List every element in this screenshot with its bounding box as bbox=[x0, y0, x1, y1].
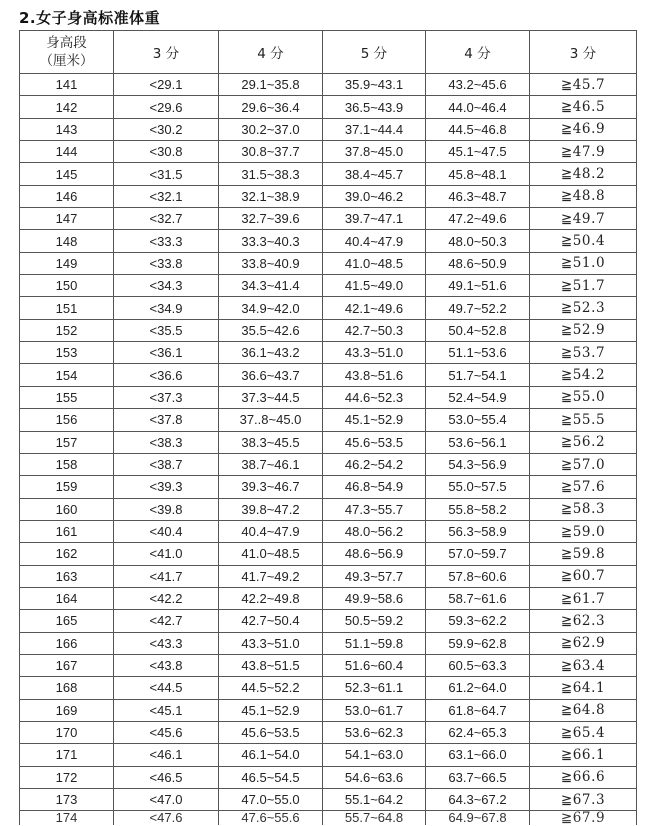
score-top-cell: 55.1~64.2 bbox=[323, 789, 426, 811]
header-score-col-1: 3 分 bbox=[114, 31, 219, 74]
height-cell: 171 bbox=[20, 744, 114, 766]
score-mid-low-cell: 30.8~37.7 bbox=[219, 141, 323, 163]
score-low-cell: <31.5 bbox=[114, 163, 219, 185]
score-high-cell: ≧61.7 bbox=[530, 587, 637, 609]
score-mid-low-cell: 32.1~38.9 bbox=[219, 185, 323, 207]
table-row bbox=[20, 431, 637, 453]
table-row bbox=[20, 721, 637, 743]
score-mid-high-cell: 50.4~52.8 bbox=[426, 319, 530, 341]
score-mid-high-cell: 43.2~45.6 bbox=[426, 74, 530, 96]
table-row bbox=[20, 74, 637, 96]
score-mid-high-cell: 55.0~57.5 bbox=[426, 476, 530, 498]
score-low-cell: <46.1 bbox=[114, 744, 219, 766]
table-row bbox=[20, 699, 637, 721]
score-mid-high-cell: 54.3~56.9 bbox=[426, 453, 530, 475]
score-mid-high-cell: 63.1~66.0 bbox=[426, 744, 530, 766]
height-cell: 166 bbox=[20, 632, 114, 654]
height-cell bbox=[20, 811, 114, 826]
score-mid-high-cell: 46.3~48.7 bbox=[426, 185, 530, 207]
score-top-cell: 43.8~51.6 bbox=[323, 364, 426, 386]
score-low-cell: <39.8 bbox=[114, 498, 219, 520]
score-high-cell: ≧50.4 bbox=[530, 230, 637, 252]
height-cell: 142 bbox=[20, 96, 114, 118]
score-low-cell: <43.8 bbox=[114, 654, 219, 676]
height-cell: 151 bbox=[20, 297, 114, 319]
partial-cell-text: 47.6~55.6 bbox=[241, 810, 300, 826]
score-low-cell: <34.3 bbox=[114, 275, 219, 297]
score-mid-low-cell: 34.9~42.0 bbox=[219, 297, 323, 319]
height-cell: 158 bbox=[20, 453, 114, 475]
table-row bbox=[20, 677, 637, 699]
score-top-cell: 41.0~48.5 bbox=[323, 252, 426, 274]
header-height-unit: （厘米） bbox=[39, 53, 94, 69]
score-top-cell: 50.5~59.2 bbox=[323, 610, 426, 632]
score-low-cell: <40.4 bbox=[114, 520, 219, 542]
score-mid-low-cell: 40.4~47.9 bbox=[219, 520, 323, 542]
height-cell: 160 bbox=[20, 498, 114, 520]
score-low-cell: <42.7 bbox=[114, 610, 219, 632]
score-mid-low-cell: 37..8~45.0 bbox=[219, 409, 323, 431]
score-mid-high-cell: 49.7~52.2 bbox=[426, 297, 530, 319]
score-low-cell: <33.3 bbox=[114, 230, 219, 252]
table-row bbox=[20, 208, 637, 230]
score-mid-high-cell: 45.8~48.1 bbox=[426, 163, 530, 185]
score-mid-low-cell: 41.7~49.2 bbox=[219, 565, 323, 587]
score-high-cell: ≧48.8 bbox=[530, 185, 637, 207]
height-cell: 162 bbox=[20, 543, 114, 565]
height-cell: 145 bbox=[20, 163, 114, 185]
score-top-cell: 35.9~43.1 bbox=[323, 74, 426, 96]
score-mid-low-cell: 46.5~54.5 bbox=[219, 766, 323, 788]
standard-weight-table bbox=[19, 30, 637, 825]
score-mid-high-cell: 56.3~58.9 bbox=[426, 520, 530, 542]
score-mid-high-cell: 57.8~60.6 bbox=[426, 565, 530, 587]
height-cell: 172 bbox=[20, 766, 114, 788]
score-mid-low-cell: 37.3~44.5 bbox=[219, 386, 323, 408]
score-mid-low-cell: 39.8~47.2 bbox=[219, 498, 323, 520]
score-high-cell: ≧54.2 bbox=[530, 364, 637, 386]
score-mid-low-cell: 42.7~50.4 bbox=[219, 610, 323, 632]
header-score-col-4: 4 分 bbox=[426, 31, 530, 74]
score-top-cell: 45.1~52.9 bbox=[323, 409, 426, 431]
height-cell: 147 bbox=[20, 208, 114, 230]
score-mid-high-cell: 49.1~51.6 bbox=[426, 275, 530, 297]
score-top-cell: 46.8~54.9 bbox=[323, 476, 426, 498]
score-mid-high-cell: 63.7~66.5 bbox=[426, 766, 530, 788]
score-low-cell: <39.3 bbox=[114, 476, 219, 498]
score-top-cell: 45.6~53.5 bbox=[323, 431, 426, 453]
score-high-cell: ≧59.8 bbox=[530, 543, 637, 565]
score-top-cell: 43.3~51.0 bbox=[323, 342, 426, 364]
table-row bbox=[20, 297, 637, 319]
score-high-cell: ≧46.9 bbox=[530, 118, 637, 140]
score-low-cell: <29.1 bbox=[114, 74, 219, 96]
table-header bbox=[20, 31, 637, 74]
score-low-cell: <45.1 bbox=[114, 699, 219, 721]
score-top-cell: 36.5~43.9 bbox=[323, 96, 426, 118]
table-row bbox=[20, 789, 637, 811]
weight-table-container bbox=[19, 30, 636, 825]
score-high-cell: ≧62.3 bbox=[530, 610, 637, 632]
score-top-cell: 47.3~55.7 bbox=[323, 498, 426, 520]
score-mid-low-cell: 42.2~49.8 bbox=[219, 587, 323, 609]
score-mid-high-cell: 52.4~54.9 bbox=[426, 386, 530, 408]
score-high-cell: ≧58.3 bbox=[530, 498, 637, 520]
score-high-cell: ≧57.6 bbox=[530, 476, 637, 498]
score-high-cell: ≧55.5 bbox=[530, 409, 637, 431]
score-low-cell: <44.5 bbox=[114, 677, 219, 699]
table-row bbox=[20, 565, 637, 587]
table-row bbox=[20, 230, 637, 252]
score-mid-high-cell: 57.0~59.7 bbox=[426, 543, 530, 565]
table-row bbox=[20, 118, 637, 140]
score-high-cell: ≧53.7 bbox=[530, 342, 637, 364]
score-mid-low-cell: 33.8~40.9 bbox=[219, 252, 323, 274]
table-row bbox=[20, 654, 637, 676]
score-top-cell bbox=[323, 811, 426, 826]
score-mid-high-cell: 59.9~62.8 bbox=[426, 632, 530, 654]
score-high-cell: ≧55.0 bbox=[530, 386, 637, 408]
height-cell: 155 bbox=[20, 386, 114, 408]
score-high-cell: ≧51.7 bbox=[530, 275, 637, 297]
score-low-cell: <38.3 bbox=[114, 431, 219, 453]
height-cell: 164 bbox=[20, 587, 114, 609]
score-mid-high-cell: 44.0~46.4 bbox=[426, 96, 530, 118]
score-top-cell: 51.6~60.4 bbox=[323, 654, 426, 676]
score-low-cell: <37.8 bbox=[114, 409, 219, 431]
score-top-cell: 53.6~62.3 bbox=[323, 721, 426, 743]
score-high-cell: ≧66.1 bbox=[530, 744, 637, 766]
score-mid-high-cell: 48.0~50.3 bbox=[426, 230, 530, 252]
score-high-cell bbox=[530, 811, 637, 826]
table-row bbox=[20, 520, 637, 542]
score-mid-high-cell: 48.6~50.9 bbox=[426, 252, 530, 274]
score-mid-low-cell bbox=[219, 811, 323, 826]
table-row bbox=[20, 163, 637, 185]
score-top-cell: 53.0~61.7 bbox=[323, 699, 426, 721]
header-height-label: 身高段 bbox=[46, 35, 87, 51]
score-top-cell: 39.7~47.1 bbox=[323, 208, 426, 230]
height-cell: 156 bbox=[20, 409, 114, 431]
score-high-cell: ≧66.6 bbox=[530, 766, 637, 788]
table-row bbox=[20, 543, 637, 565]
score-high-cell: ≧64.8 bbox=[530, 699, 637, 721]
score-high-cell: ≧52.9 bbox=[530, 319, 637, 341]
score-mid-low-cell: 29.1~35.8 bbox=[219, 74, 323, 96]
table-row bbox=[20, 744, 637, 766]
score-mid-low-cell: 45.1~52.9 bbox=[219, 699, 323, 721]
score-high-cell: ≧47.9 bbox=[530, 141, 637, 163]
score-mid-low-cell: 41.0~48.5 bbox=[219, 543, 323, 565]
score-top-cell: 38.4~45.7 bbox=[323, 163, 426, 185]
score-mid-low-cell: 36.6~43.7 bbox=[219, 364, 323, 386]
height-cell: 167 bbox=[20, 654, 114, 676]
score-mid-high-cell: 61.2~64.0 bbox=[426, 677, 530, 699]
score-low-cell bbox=[114, 811, 219, 826]
height-cell: 170 bbox=[20, 721, 114, 743]
score-top-cell: 49.9~58.6 bbox=[323, 587, 426, 609]
height-cell: 168 bbox=[20, 677, 114, 699]
score-top-cell: 37.1~44.4 bbox=[323, 118, 426, 140]
table-row bbox=[20, 610, 637, 632]
score-low-cell: <42.2 bbox=[114, 587, 219, 609]
height-cell: 153 bbox=[20, 342, 114, 364]
partial-cell-text: ≧67.9 bbox=[560, 810, 606, 826]
score-mid-low-cell: 31.5~38.3 bbox=[219, 163, 323, 185]
score-mid-low-cell: 36.1~43.2 bbox=[219, 342, 323, 364]
table-row bbox=[20, 498, 637, 520]
score-top-cell: 39.0~46.2 bbox=[323, 185, 426, 207]
header-score-col-5: 3 分 bbox=[530, 31, 637, 74]
score-top-cell: 48.0~56.2 bbox=[323, 520, 426, 542]
score-low-cell: <36.6 bbox=[114, 364, 219, 386]
score-low-cell: <29.6 bbox=[114, 96, 219, 118]
score-low-cell: <30.8 bbox=[114, 141, 219, 163]
header-score-col-3: 5 分 bbox=[323, 31, 426, 74]
height-cell: 152 bbox=[20, 319, 114, 341]
score-mid-low-cell: 43.8~51.5 bbox=[219, 654, 323, 676]
score-mid-high-cell: 62.4~65.3 bbox=[426, 721, 530, 743]
score-high-cell: ≧65.4 bbox=[530, 721, 637, 743]
table-row bbox=[20, 319, 637, 341]
score-mid-high-cell: 61.8~64.7 bbox=[426, 699, 530, 721]
table-row bbox=[20, 275, 637, 297]
score-mid-high-cell: 60.5~63.3 bbox=[426, 654, 530, 676]
score-low-cell: <33.8 bbox=[114, 252, 219, 274]
height-cell: 149 bbox=[20, 252, 114, 274]
score-top-cell: 41.5~49.0 bbox=[323, 275, 426, 297]
score-top-cell: 54.1~63.0 bbox=[323, 744, 426, 766]
table-row-partial bbox=[20, 811, 637, 826]
score-low-cell: <37.3 bbox=[114, 386, 219, 408]
score-high-cell: ≧60.7 bbox=[530, 565, 637, 587]
header-height-range bbox=[20, 31, 114, 74]
score-top-cell: 40.4~47.9 bbox=[323, 230, 426, 252]
score-top-cell: 37.8~45.0 bbox=[323, 141, 426, 163]
height-cell: 165 bbox=[20, 610, 114, 632]
score-top-cell: 42.7~50.3 bbox=[323, 319, 426, 341]
score-high-cell: ≧59.0 bbox=[530, 520, 637, 542]
score-low-cell: <45.6 bbox=[114, 721, 219, 743]
score-mid-low-cell: 43.3~51.0 bbox=[219, 632, 323, 654]
height-cell: 163 bbox=[20, 565, 114, 587]
score-high-cell: ≧56.2 bbox=[530, 431, 637, 453]
header-score-col-2: 4 分 bbox=[219, 31, 323, 74]
partial-cell-text: 55.7~64.8 bbox=[344, 810, 404, 826]
score-top-cell: 46.2~54.2 bbox=[323, 453, 426, 475]
score-mid-high-cell bbox=[426, 811, 530, 826]
table-row bbox=[20, 632, 637, 654]
height-cell: 157 bbox=[20, 431, 114, 453]
score-low-cell: <43.3 bbox=[114, 632, 219, 654]
height-cell: 159 bbox=[20, 476, 114, 498]
score-top-cell: 49.3~57.7 bbox=[323, 565, 426, 587]
table-row bbox=[20, 476, 637, 498]
score-low-cell: <36.1 bbox=[114, 342, 219, 364]
height-cell: 161 bbox=[20, 520, 114, 542]
score-mid-low-cell: 33.3~40.3 bbox=[219, 230, 323, 252]
score-low-cell: <34.9 bbox=[114, 297, 219, 319]
partial-cell-text: 64.9~67.8 bbox=[448, 810, 507, 826]
score-high-cell: ≧49.7 bbox=[530, 208, 637, 230]
score-mid-low-cell: 44.5~52.2 bbox=[219, 677, 323, 699]
table-row bbox=[20, 766, 637, 788]
score-high-cell: ≧51.0 bbox=[530, 252, 637, 274]
score-mid-low-cell: 30.2~37.0 bbox=[219, 118, 323, 140]
score-mid-high-cell: 58.7~61.6 bbox=[426, 587, 530, 609]
table-row bbox=[20, 141, 637, 163]
score-mid-low-cell: 45.6~53.5 bbox=[219, 721, 323, 743]
score-high-cell: ≧67.3 bbox=[530, 789, 637, 811]
score-high-cell: ≧57.0 bbox=[530, 453, 637, 475]
score-high-cell: ≧63.4 bbox=[530, 654, 637, 676]
header-row bbox=[20, 31, 637, 74]
partial-cell-text: 174 bbox=[55, 810, 78, 826]
table-row bbox=[20, 252, 637, 274]
score-top-cell: 51.1~59.8 bbox=[323, 632, 426, 654]
score-mid-low-cell: 46.1~54.0 bbox=[219, 744, 323, 766]
score-mid-high-cell: 44.5~46.8 bbox=[426, 118, 530, 140]
height-cell: 143 bbox=[20, 118, 114, 140]
score-low-cell: <30.2 bbox=[114, 118, 219, 140]
score-mid-high-cell: 53.0~55.4 bbox=[426, 409, 530, 431]
score-low-cell: <41.0 bbox=[114, 543, 219, 565]
table-row bbox=[20, 342, 637, 364]
table-row bbox=[20, 386, 637, 408]
table-row bbox=[20, 409, 637, 431]
score-top-cell: 54.6~63.6 bbox=[323, 766, 426, 788]
table-row bbox=[20, 453, 637, 475]
score-top-cell: 44.6~52.3 bbox=[323, 386, 426, 408]
score-low-cell: <38.7 bbox=[114, 453, 219, 475]
score-high-cell: ≧48.2 bbox=[530, 163, 637, 185]
score-mid-high-cell: 45.1~47.5 bbox=[426, 141, 530, 163]
height-cell: 169 bbox=[20, 699, 114, 721]
score-mid-low-cell: 34.3~41.4 bbox=[219, 275, 323, 297]
score-low-cell: <47.0 bbox=[114, 789, 219, 811]
partial-cell-text: <47.6 bbox=[149, 810, 183, 826]
score-mid-high-cell: 53.6~56.1 bbox=[426, 431, 530, 453]
height-cell: 150 bbox=[20, 275, 114, 297]
score-mid-low-cell: 32.7~39.6 bbox=[219, 208, 323, 230]
score-mid-high-cell: 51.1~53.6 bbox=[426, 342, 530, 364]
height-cell: 173 bbox=[20, 789, 114, 811]
score-low-cell: <35.5 bbox=[114, 319, 219, 341]
score-low-cell: <32.7 bbox=[114, 208, 219, 230]
score-top-cell: 52.3~61.1 bbox=[323, 677, 426, 699]
score-high-cell: ≧52.3 bbox=[530, 297, 637, 319]
score-mid-low-cell: 29.6~36.4 bbox=[219, 96, 323, 118]
score-high-cell: ≧45.7 bbox=[530, 74, 637, 96]
height-cell: 146 bbox=[20, 185, 114, 207]
height-cell: 141 bbox=[20, 74, 114, 96]
score-mid-high-cell: 51.7~54.1 bbox=[426, 364, 530, 386]
score-high-cell: ≧62.9 bbox=[530, 632, 637, 654]
score-low-cell: <46.5 bbox=[114, 766, 219, 788]
score-high-cell: ≧64.1 bbox=[530, 677, 637, 699]
table-row bbox=[20, 185, 637, 207]
score-mid-high-cell: 59.3~62.2 bbox=[426, 610, 530, 632]
score-mid-high-cell: 64.3~67.2 bbox=[426, 789, 530, 811]
height-cell: 144 bbox=[20, 141, 114, 163]
score-mid-low-cell: 39.3~46.7 bbox=[219, 476, 323, 498]
table-row bbox=[20, 364, 637, 386]
score-high-cell: ≧46.5 bbox=[530, 96, 637, 118]
height-cell: 148 bbox=[20, 230, 114, 252]
score-top-cell: 48.6~56.9 bbox=[323, 543, 426, 565]
score-mid-low-cell: 38.7~46.1 bbox=[219, 453, 323, 475]
document-title: 2.女子身高标准体重 bbox=[19, 9, 161, 27]
score-mid-low-cell: 38.3~45.5 bbox=[219, 431, 323, 453]
score-top-cell: 42.1~49.6 bbox=[323, 297, 426, 319]
score-mid-high-cell: 47.2~49.6 bbox=[426, 208, 530, 230]
table-row bbox=[20, 587, 637, 609]
height-cell: 154 bbox=[20, 364, 114, 386]
score-low-cell: <41.7 bbox=[114, 565, 219, 587]
table-body bbox=[20, 74, 637, 826]
score-mid-low-cell: 47.0~55.0 bbox=[219, 789, 323, 811]
score-low-cell: <32.1 bbox=[114, 185, 219, 207]
table-row bbox=[20, 96, 637, 118]
score-mid-high-cell: 55.8~58.2 bbox=[426, 498, 530, 520]
score-mid-low-cell: 35.5~42.6 bbox=[219, 319, 323, 341]
